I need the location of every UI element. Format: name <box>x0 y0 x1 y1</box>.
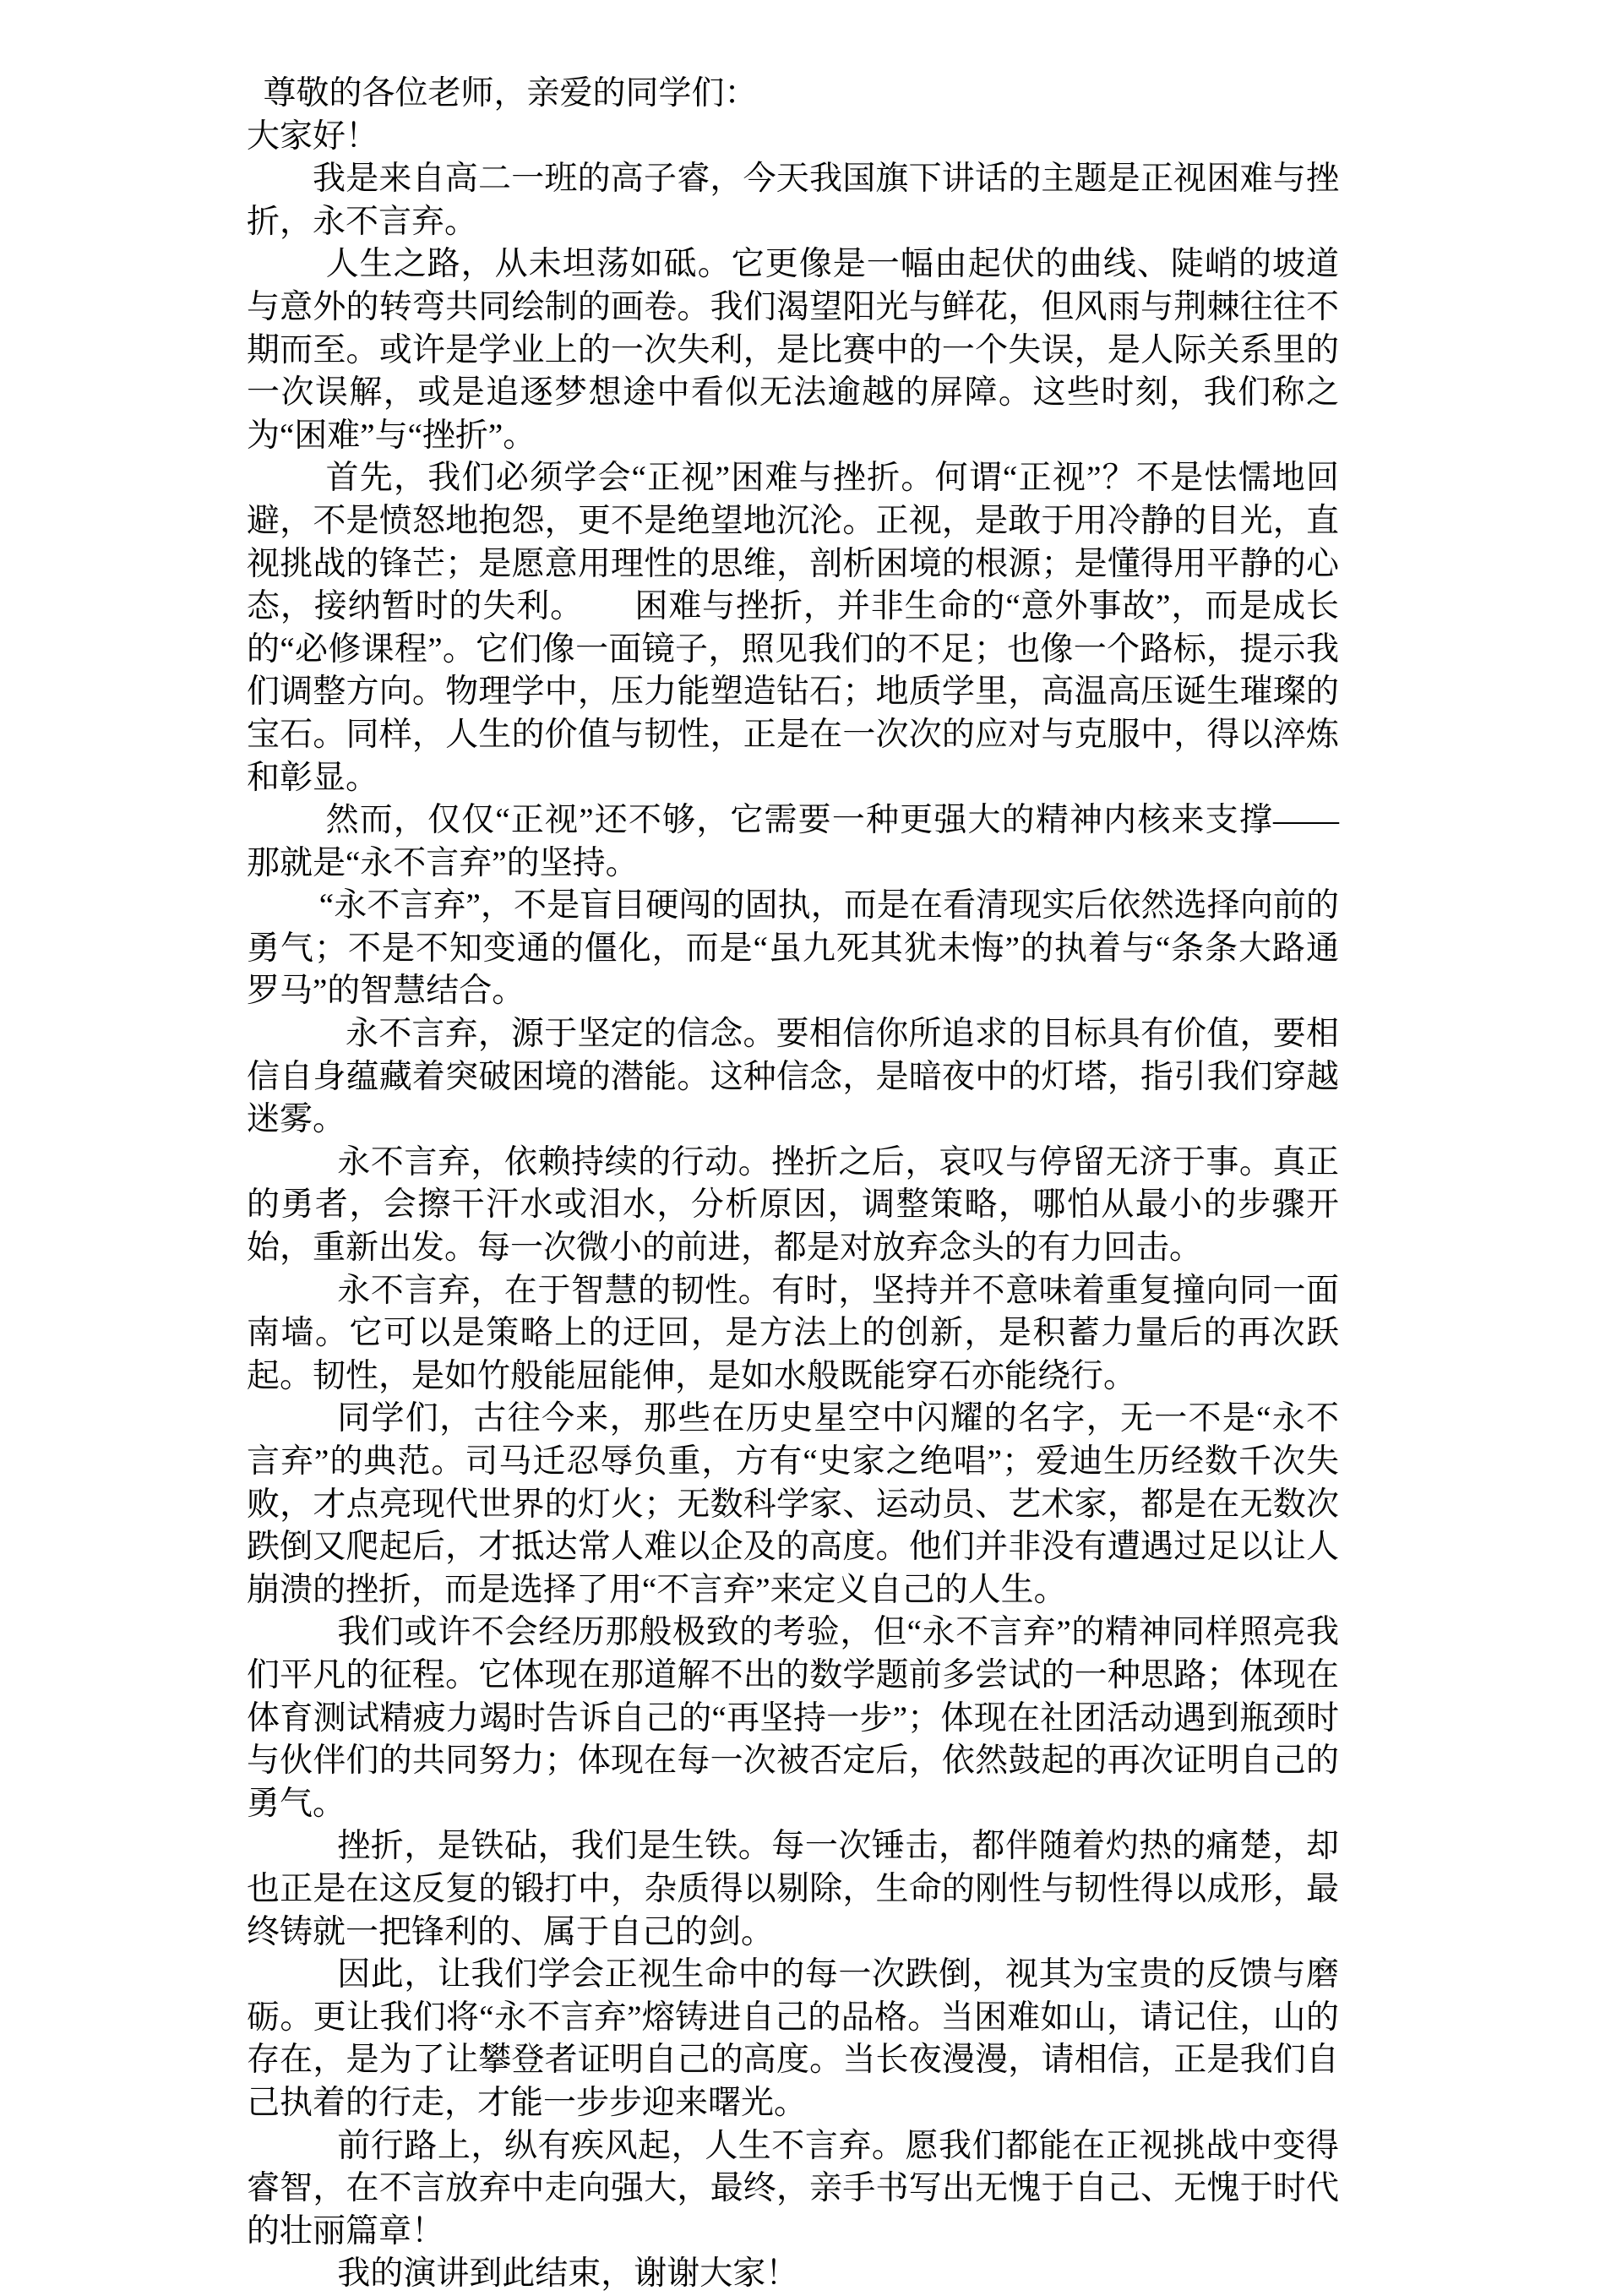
body-paragraph-anvil-metaphor: 挫折，是铁砧，我们是生铁。每一次锤击，都伴随着灼热的痛楚，却也正是在这反复的锻打中，杂质得以剔除，生命的刚性与韧性得以成形，最终铸就一把锋利的、属于自己的剑。 <box>247 1828 1339 1950</box>
body-paragraph-face-setbacks: 首先，我们必须学会“正视”困难与挫折。何谓“正视”？不是怯懦地回避，不是愤怒地抱怨，更不是绝望地沉沦。正视，是敢于用冷静的目光，直视挑战的锋芒；是愿意用理性的思维，剖析困境的根源；是懂得用平静的心态，接纳暂时的失利。 困难与挫折，并非生命的“意外事故”，而是成长的“必修课程”。它们像一面镜子，照见我们的不足；也像一个路标，提示我们调整方向。物理学中，压力能塑造钻石；地质学里，高温高压诞生璀璨的宝石。同样，人生的价值与韧性，正是在一次次的应对与克服中，得以淬炼和彰显。 <box>247 460 1339 796</box>
body-paragraph-wise-resilience: 永不言弃，在于智慧的韧性。有时，坚持并不意味着重复撞向同一面南墙。它可以是策略上的迂回，是方法上的创新，是积蓄力量后的再次跃起。韧性，是如竹般能屈能伸，是如水般既能穿石亦能绕行。 <box>247 1272 1339 1394</box>
body-paragraph-role-models: 同学们，古往今来，那些在历史星空中闪耀的名字，无一不是“永不言弃”的典范。司马迁忍辱负重，方有“史家之绝唱”；爱迪生历经数千次失败，才点亮现代世界的灯火；无数科学家、运动员、艺术家，都是在无数次跌倒又爬起后，才抵达常人难以企及的高度。他们并非没有遭遇过足以让人崩溃的挫折，而是选择了用“不言弃”来定义自己的人生。 <box>247 1400 1339 1608</box>
body-paragraph-never-give-up-meaning: “永不言弃”，不是盲目硬闯的固执，而是在看清现实后依然选择向前的勇气；不是不知变通的僵化，而是“虽九死其犹未悔”的执着与“条条大路通罗马”的智慧结合。 <box>247 887 1339 1010</box>
body-paragraph-ordinary-journey: 我们或许不会经历那般极致的考验，但“永不言弃”的精神同样照亮我们平凡的征程。它体现在那道解不出的数学题前多尝试的一种思路；体现在体育测试精疲力竭时告诉自己的“再坚持一步”；体现在社团活动遇到瓶颈时与伙伴们的共同努力；体现在每一次被否定后，依然鼓起的再次证明自己的勇气。 <box>247 1614 1339 1822</box>
closing-line: 我的演讲到此结束，谢谢大家！ <box>337 2255 799 2293</box>
body-paragraph-road-ahead: 前行路上，纵有疾风起，人生不言弃。愿我们都能在正视挑战中变得睿智，在不言放弃中走向强大，最终，亲手书写出无愧于自己、无愧于时代的壮丽篇章！ <box>247 2127 1339 2250</box>
body-paragraph-action: 永不言弃，依赖持续的行动。挫折之后，哀叹与停留无济于事。真正的勇者，会擦干汗水或泪水，分析原因，调整策略，哪怕从最小的步骤开始，重新出发。每一次微小的前进，都是对放弃念头的有力回击。 <box>247 1143 1339 1267</box>
body-paragraph-belief: 永不言弃，源于坚定的信念。要相信你所追求的目标具有价值，要相信自身蕴藏着突破困境的潜能。这种信念，是暗夜中的灯塔，指引我们穿越迷雾。 <box>247 1016 1339 1138</box>
intro-paragraph: 我是来自高二一班的高子睿，今天我国旗下讲话的主题是正视困难与挫折，永不言弃。 <box>247 161 1339 240</box>
greeting-line: 大家好！ <box>247 117 379 155</box>
body-paragraph-conclusion: 因此，让我们学会正视生命中的每一次跌倒，视其为宝贵的反馈与磨砺。更让我们将“永不言弃”熔铸进自己的品格。当困难如山，请记住，山的存在，是为了让攀登者证明自己的高度。当长夜漫漫，请相信，正是我们自己执着的行走，才能一步步迎来曙光。 <box>247 1956 1339 2121</box>
salutation-line: 尊敬的各位老师，亲爱的同学们： <box>263 75 758 112</box>
body-paragraph-however-persistence: 然而，仅仅“正视”还不够，它需要一种更强大的精神内核来支撑——那就是“永不言弃”的坚持。 <box>247 802 1339 881</box>
speech-text <box>247 73 1339 2296</box>
body-paragraph-life-road: 人生之路，从未坦荡如砥。它更像是一幅由起伏的曲线、陡峭的坡道与意外的转弯共同绘制的画卷。我们渴望阳光与鲜花，但风雨与荆棘往往不期而至。或许是学业上的一次失利，是比赛中的一个失误，是人际关系里的一次误解，或是追逐梦想途中看似无法逾越的屏障。这些时刻，我们称之为“困难”与“挫折”。 <box>247 246 1339 454</box>
